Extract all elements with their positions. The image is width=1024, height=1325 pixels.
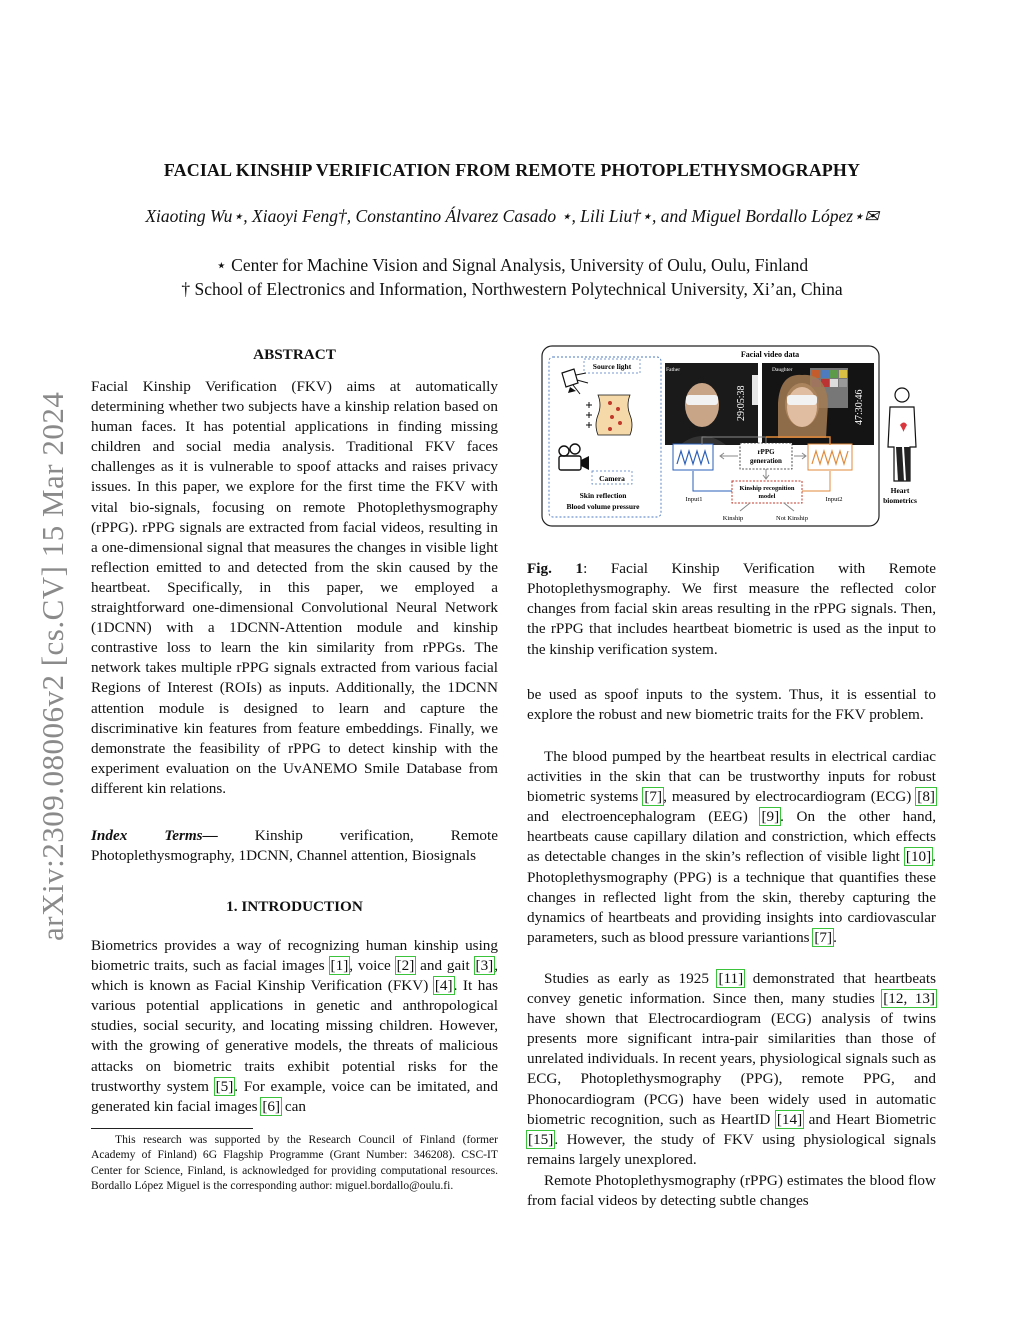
model-label-2: model — [758, 493, 776, 500]
figure-1 — [540, 343, 926, 533]
figure-caption-text: : Facial Kinship Verification with Remote Photoplethysmography. We first measure the reflected color changes from facial skin areas resulting in the rPPG signals. Then, the rPPG that includes heartbeat biometric is used as the input to the kinship verification system. — [527, 560, 936, 658]
generation-label: generation — [750, 457, 782, 465]
daughter-label: Daughter — [772, 367, 793, 373]
text-run: and electroencephalogram (EEG) — [527, 808, 761, 826]
text-run: The blood pumped by the heartbeat results in electrical cardiac activities in the skin that can be trustworthy inputs for robust biometric systems — [527, 748, 936, 806]
footnote-rule — [91, 1128, 253, 1129]
citation-link[interactable]: [10] — [905, 848, 932, 866]
text-run: . — [833, 928, 837, 946]
intro-paragraph-2 — [527, 747, 936, 948]
camera-label: Camera — [599, 474, 625, 483]
father-video-frame — [665, 363, 758, 445]
output-arrows — [740, 503, 794, 511]
citation-link[interactable]: [9] — [761, 808, 780, 826]
affiliation-2: † School of Electronics and Information, Northwestern Polytechnical University, Xi’an, China — [181, 279, 843, 299]
footnote: This research was supported by the Research Council of Finland (former Academy of Finland) 6G Flagship Programme (Grant Number: 346208). CSC-IT Center for Science, Finland, is acknowledged for providing computational resources. Bordallo López Miguel is the corresponding author: miguel.bordallo@oulu.fi. — [91, 1133, 498, 1193]
text-run: , measured by electrocardiogram (ECG) — [663, 788, 917, 806]
abstract-body: Facial Kinship Verification (FKV) aims at automatically determining whether two subjects have a kinship relation based on human faces. It has potential applications in finding missing children and social media analysis. Traditional FKV faces challenges as it is vulnerable to spoof attacks and raises privacy issues. In this paper, we explore for the first time the FKV with vital bio-signals, focusing on remote Photoplethysmography (rPPG). rPPG signals are extracted from facial videos, resulting in a one-dimensional signal that measures the changes in visible light reflection emitted to and detected from the skin caused by the heartbeat. Specifically, in this paper, we employed a straightforward one-dimensional Convolutional Neural Network (1DCNN) with a 1DCNN-Attention module and kinship contrastive loss to learn the kin similarity from rPPGs. The network takes multiple rPPG signals extracted from various facial Regions of Interest (ROIs) as inputs. Additionally, the 1DCNN attention module is designed to learn and capture the discriminative kin features from feature embeddings. Finally, we demonstrate the feasibility of rPPG to detect kinship with the experiment evaluation on the UvANEMO Smile Database from different kin relations. — [91, 378, 498, 797]
citation-link[interactable]: [1] — [330, 957, 349, 975]
arrow-to-left-signal — [720, 453, 738, 459]
citation-link[interactable]: [12, 13] — [883, 990, 935, 1008]
rppg-label: rPPG — [757, 448, 775, 456]
text-run: . For example, voice can be imitated, and generated kin facial images — [91, 1077, 498, 1115]
text-run: . Photoplethysmography (PPG) is a technique that quantifies these changes in reflected light from the skin, thereby capturing the dynamics of heartbeats and providing insights into cardiovascular parameters, such as blood pressure variantions — [527, 848, 936, 946]
citation-link[interactable]: [4] — [434, 977, 453, 995]
index-terms-text: Kinship verification, Remote Photoplethysmography, 1DCNN, Channel attention, Biosignals — [91, 827, 498, 865]
citation-link[interactable]: [2] — [396, 957, 415, 975]
rppg-generation-box — [740, 443, 792, 469]
paper-title: FACIAL KINSHIP VERIFICATION FROM REMOTE PHOTOPLETHYSMOGRAPHY — [163, 160, 861, 180]
index-terms-label: Index Terms— — [91, 827, 218, 844]
citation-link[interactable]: [11] — [718, 970, 744, 987]
intro-paragraph-1-continued: be used as spoof inputs to the system. Thus, it is essential to explore the robust and new biometric traits for the FKV problem. — [527, 686, 936, 724]
source-light-label: Source light — [592, 362, 632, 371]
arrow-down — [763, 469, 769, 479]
input1-label: Input1 — [685, 496, 703, 503]
father-label: Father — [666, 367, 681, 373]
arrow-input2 — [802, 471, 830, 491]
facial-video-label: Facial video data — [740, 350, 800, 359]
skin-reflection-label: Skin reflection — [579, 491, 627, 500]
citation-link[interactable]: [3] — [475, 957, 494, 975]
timestamp-right: 47:30:46 — [854, 389, 865, 425]
camera-icon — [559, 444, 589, 470]
text-run: Studies as early as 1925 — [544, 970, 718, 987]
not-kinship-output-label: Not Kinship — [776, 515, 808, 522]
heart-label: Heart — [890, 486, 910, 495]
citation-link[interactable]: [7] — [814, 928, 833, 946]
text-run: , which is known as Facial Kinship Verification (FKV) — [91, 957, 499, 995]
index-terms — [91, 826, 498, 866]
intro-heading: 1. INTRODUCTION — [226, 898, 363, 915]
figure-caption — [527, 559, 936, 659]
intro-paragraph-4: Remote Photoplethysmography (rPPG) estimates the blood flow from facial videos by detecting subtle changes — [527, 1172, 936, 1210]
abstract-heading: ABSTRACT — [253, 346, 336, 363]
person-figure-icon — [888, 388, 916, 481]
arrow-to-right-signal — [794, 453, 806, 459]
citation-link[interactable]: [14] — [776, 1110, 803, 1128]
text-run: can — [281, 1097, 306, 1115]
intro-paragraph-1 — [91, 936, 498, 1117]
input2-label: Input2 — [825, 496, 843, 503]
blood-volume-label: Blood volume pressure — [566, 502, 640, 511]
text-run: and Heart Biometric — [803, 1110, 937, 1128]
text-run: demonstrated that heartbeats convey genetic information. Since then, many studies — [527, 970, 936, 1008]
text-run: . However, the study of FKV using physiological signals remains largely unexplored. — [527, 1130, 936, 1168]
biometrics-label: biometrics — [883, 496, 917, 505]
citation-link[interactable]: [8] — [917, 788, 935, 806]
citation-link[interactable]: [7] — [644, 788, 663, 806]
citation-link[interactable]: [6] — [262, 1097, 281, 1115]
model-label-1: Kinship recognition — [739, 485, 795, 492]
text-run: have shown that Electrocardiogram (ECG) analysis of twins presents more significant intra-pair similarities than those of unrelated individuals. In recent years, physiological signals such as ECG, Photoplethysmography (PPG), remote PPG, and Phonocardiogram (PCG) have been widely used in automatic biometric recognition, such as HeartID — [527, 1010, 936, 1128]
skin-layer-icon — [586, 395, 632, 435]
daughter-video-frame — [762, 363, 874, 445]
kinship-output-label: Kinship — [722, 515, 744, 522]
arxiv-stamp: arXiv:2309.08006v2 [cs.CV] 15 Mar 2024 — [35, 391, 70, 941]
author-list: Xiaoting Wu⋆, Xiaoyi Feng†, Constantino Álvarez Casado ⋆, Lili Liu†⋆, and Miguel Bordallo López⋆✉ — [145, 206, 879, 226]
arrow-input1 — [693, 471, 732, 491]
text-run: , voice — [349, 957, 396, 975]
text-run: . On the other hand, heartbeats cause capillary dilation and constriction, which effects as detectable changes in the skin’s reflection of visible light — [527, 808, 936, 866]
affiliation-1: ⋆ Center for Machine Vision and Signal Analysis, University of Oulu, Oulu, Finland — [215, 255, 809, 275]
text-run: and gait — [415, 957, 475, 975]
timestamp-left: 29:05:38 — [736, 385, 747, 421]
citation-link[interactable]: [5] — [215, 1077, 234, 1095]
citation-link[interactable]: [15] — [528, 1130, 554, 1148]
text-run: Biometrics provides a way of recognizing human kinship using biometric traits, such as facial images — [91, 937, 498, 975]
intro-paragraph-3 — [527, 969, 936, 1170]
figure-caption-label: Fig. 1 — [527, 560, 584, 578]
text-run: . It has various potential applications in genetic and anthropological studies, social security, and locating missing children. However, with the growing of generative models, the threats of malicious attacks on biometric traits exhibit potential risks for the trustworthy system — [91, 977, 499, 1095]
